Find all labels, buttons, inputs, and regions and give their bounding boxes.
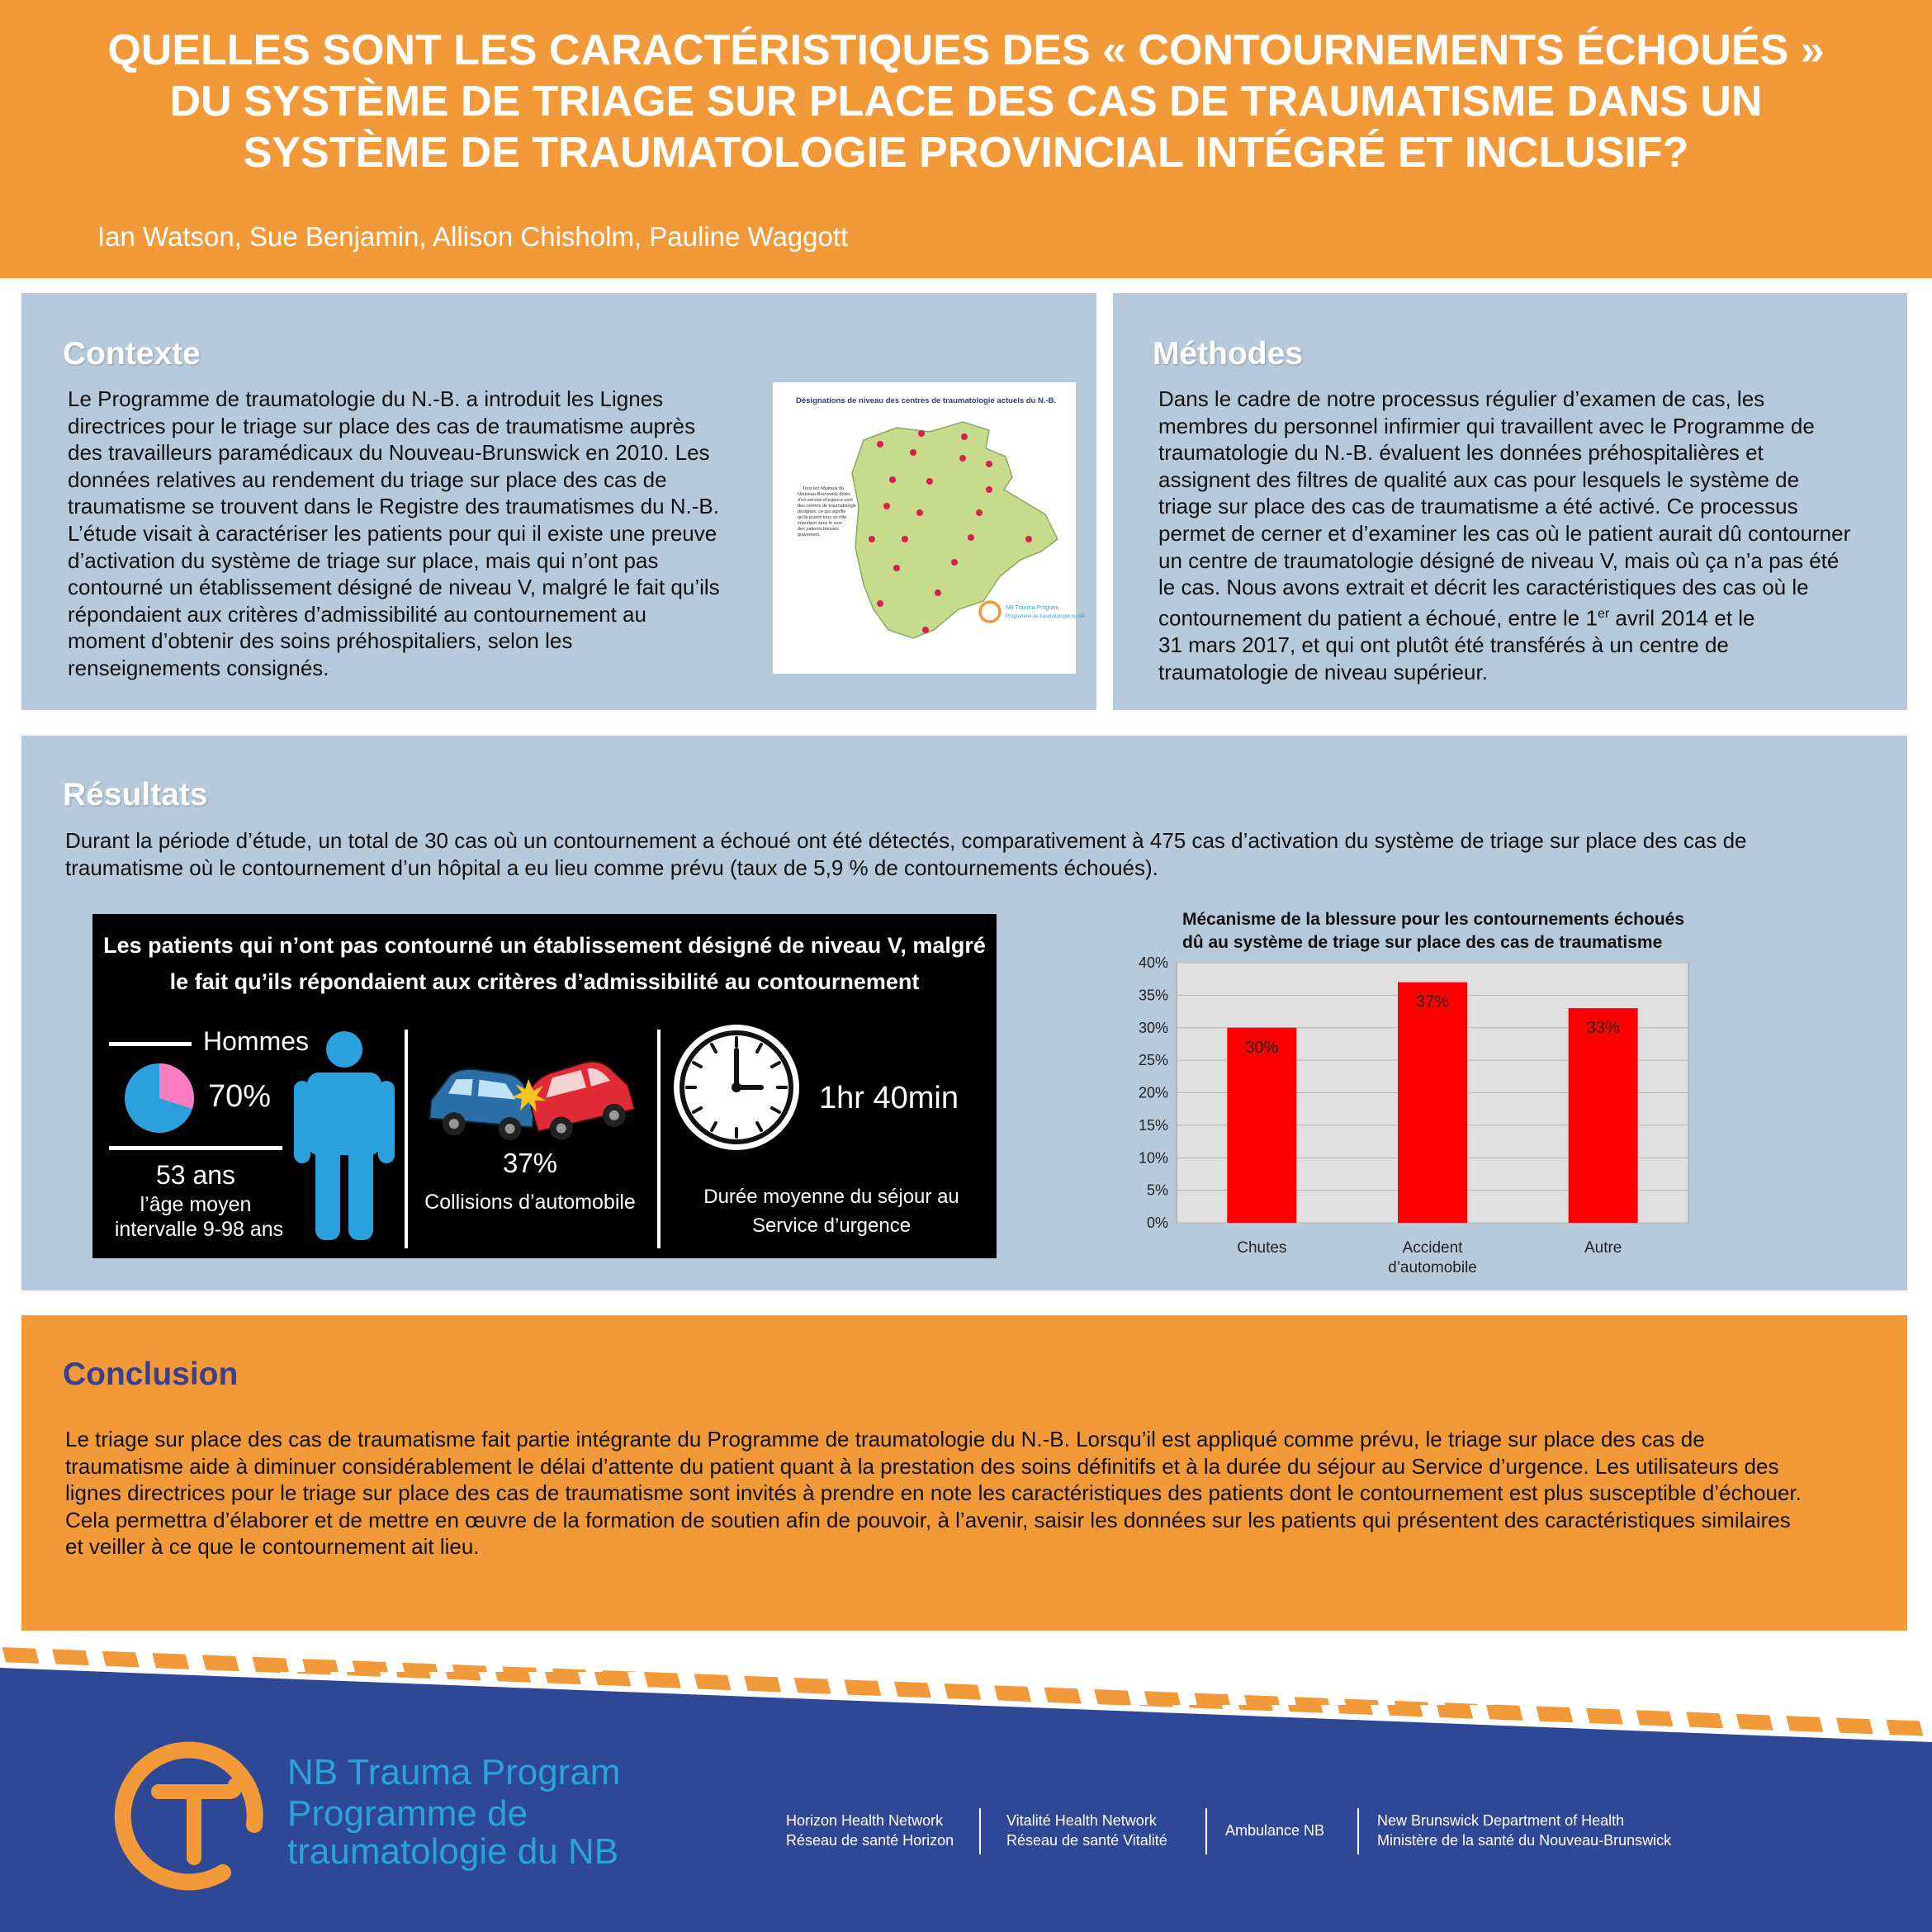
- clock-icon: [670, 1021, 803, 1153]
- divider-2: [657, 1030, 661, 1248]
- y-tick-label: 35%: [1138, 987, 1168, 1004]
- resultats-heading: Résultats: [63, 777, 208, 812]
- map-program-name: NB Trauma Program: [1006, 605, 1059, 611]
- partner-separator-2: [1205, 1808, 1207, 1854]
- men-percent: 70%: [208, 1079, 272, 1114]
- partner-separator-1: [979, 1808, 981, 1854]
- methodes-text: Dans le cadre de notre processus régulier d’examen de cas, les membres du personnel infirmier qui travaillent avec le Programme de traumatologie du N.-B. évaluent les données préhospitalières et assignent des filtres de qualité aux cas pour lesquels le système de triage sur place des cas de traumatisme a été activé. Ce processus permet de cerner et d’examiner les cas où le patient aurait dû contourner un centre de traumatologie désigné de niveau V, mais où ça n’a pas été le cas. Nous avons extrait et décrit les caractéristiques des cas où le contournement du patient a échoué, entre le 1er avril 2014 et le 31 mars 2017, et qui ont plutôt été transférés à un centre de traumatologie de niveau supérieur.: [1158, 386, 1882, 685]
- y-tick-label: 15%: [1138, 1116, 1168, 1134]
- contexte-text: Le Programme de traumatologie du N.-B. a introduit les Lignes directrices pour le triage sur place des cas de traumatisme auprès des travailleurs paramédicaux du Nouveau-Brunswick en 2010. Les données relatives au rendement du triage sur place des cas de traumatisme se trouvent dans le Registre des traumatismes du N.-B. L’étude visait à caractériser les patients pour qui il existe une preuve d’activation du système de triage sur place, mais qui n’ont pas contourné un établissement désigné de niveau V, malgré le fait qu’ils répondaient aux critères d’admissibilité au contournement au moment d’obtenir des soins préhospitaliers, selon les renseignements consignés.: [68, 386, 720, 680]
- partner-horizon: Horizon Health Network Réseau de santé Horizon: [786, 1812, 954, 1849]
- y-tick-label: 0%: [1146, 1215, 1168, 1231]
- partner-vitalite: Vitalité Health Network Réseau de santé Vitalité: [1006, 1812, 1167, 1849]
- y-tick-label: 5%: [1146, 1181, 1168, 1199]
- bar: [1398, 983, 1467, 1223]
- map-program-logo: [980, 602, 1000, 622]
- methodes-panel: [1113, 293, 1907, 710]
- age-label: l’âge moyen: [140, 1193, 252, 1216]
- partner-ambulance-nb: Ambulance NB: [1225, 1822, 1325, 1839]
- divider-1: [405, 1030, 408, 1248]
- conclusion-panel: [21, 1315, 1907, 1631]
- map-title: Désignations de niveau des centres de traumatologie actuels du N.-B.: [796, 396, 1057, 405]
- methodes-heading: Méthodes: [1153, 336, 1304, 372]
- y-tick-label: 10%: [1138, 1149, 1168, 1167]
- age-value: 53 ans: [155, 1160, 236, 1190]
- x-tick-label: Accident: [1402, 1239, 1463, 1257]
- map-graphic: [773, 382, 1086, 674]
- map-legend-text: Tous les hôpitaux du Nouveau-Brunswick dotés d’un service d’urgence sont des centres de traumatologie désignés, ce qui signifie qu’ils jouent tous un rôle important dans le soin des patients blessés gravement.: [798, 486, 856, 537]
- bar: [1227, 1028, 1296, 1223]
- nb-trauma-logo-icon: [116, 1734, 272, 1891]
- chart-title: Mécanisme de la blessure pour les contournements échoués dû au système de triage sur place des cas de traumatisme: [1182, 910, 1685, 952]
- x-tick-label: Chutes: [1237, 1239, 1287, 1257]
- data-label: 37%: [1415, 992, 1450, 1011]
- injury-mechanism-bar-chart: [1123, 949, 1734, 1280]
- bar: [1569, 1008, 1638, 1223]
- duration-label: Durée moyenne du séjour au Service d’urgence: [703, 1186, 959, 1237]
- collision-percent: 37%: [502, 1148, 558, 1178]
- resultats-text: Durant la période d’étude, un total de 30 cas où un contournement a échoué ont été détectés, comparativement à 475 cas d’activation du système de triage sur place des cas de traumatisme où le contournement d’un hôpital a eu lieu comme prévu (taux de 5,9 % de contournements échoués).: [65, 828, 1747, 880]
- men-label: Hommes: [203, 1026, 310, 1056]
- y-tick-label: 40%: [1138, 954, 1168, 971]
- x-tick-label: Autre: [1584, 1239, 1622, 1257]
- infographic: [92, 914, 997, 1258]
- footer-brand: NB Trauma Program Programme de traumatologie du NB: [287, 1752, 621, 1872]
- men-pie-chart: [122, 1061, 197, 1135]
- men-line-bottom: [109, 1146, 282, 1150]
- duration-value: 1hr 40min: [819, 1081, 959, 1115]
- person-icon: [291, 1030, 398, 1244]
- men-line-top: [109, 1042, 192, 1046]
- map-program-name-fr: Programme de traumatologie du NB: [1006, 614, 1086, 619]
- partner-nb-health: New Brunswick Department of Health Ministère de la santé du Nouveau-Brunswick: [1377, 1812, 1672, 1849]
- car-crash-icon: [423, 1046, 637, 1153]
- infographic-heading: Les patients qui n’ont pas contourné un établissement désigné de niveau V, malgré le fait qu’ils répondaient aux critères d’admissibilité au contournement: [103, 933, 986, 994]
- age-range: intervalle 9-98 ans: [114, 1218, 284, 1241]
- collision-label: Collisions d’automobile: [424, 1191, 636, 1214]
- x-tick-label: d’automobile: [1388, 1259, 1477, 1276]
- y-tick-label: 30%: [1138, 1019, 1168, 1036]
- contexte-heading: Contexte: [63, 336, 201, 372]
- poster-title: QUELLES SONT LES CARACTÉRISTIQUES DES « CONTOURNEMENTS ÉCHOUÉS » DU SYSTÈME DE TRIAGE SUR PLACE DES CAS DE TRAUMATISME DANS UN SYSTÈME DE TRAUMATOLOGIE PROVINCIAL INTÉGRÉ ET INCLUSIF?: [107, 26, 1825, 177]
- conclusion-text: Le triage sur place des cas de traumatisme fait partie intégrante du Programme de traumatologie du N.-B. Lorsqu’il est appliqué comme prévu, le triage sur place des cas de traumatisme aide à diminuer considérablement le délai d’attente du patient quant à la prestation des soins définitifs et à la durée du séjour au Service d’urgence. Les utilisateurs des lignes directrices pour le triage sur place des cas de traumatisme sont invités à prendre en note les caractéristiques des patients dont le contournement est plus susceptible d’échouer. Cela permettra d’élaborer et de mettre en œuvre de la formation de soutien afin de pouvoir, à l’avenir, saisir les données sur les patients qui présentent des caractéristiques similaires et veiller à ce que le contournement ait lieu.: [65, 1427, 1802, 1560]
- partner-separator-3: [1357, 1808, 1359, 1854]
- y-tick-label: 25%: [1138, 1052, 1168, 1069]
- data-label: 33%: [1586, 1019, 1620, 1038]
- methodes-date-line: contournement du patient a échoué, entre le 1er avril 2014 et le: [1158, 605, 1755, 631]
- trauma-centres-map: [773, 382, 1086, 674]
- data-label: 30%: [1245, 1038, 1279, 1057]
- header-banner: [0, 0, 1932, 278]
- authors: Ian Watson, Sue Benjamin, Allison Chisholm, Pauline Waggott: [97, 221, 849, 252]
- conclusion-heading: Conclusion: [63, 1357, 239, 1392]
- y-tick-label: 20%: [1138, 1084, 1168, 1101]
